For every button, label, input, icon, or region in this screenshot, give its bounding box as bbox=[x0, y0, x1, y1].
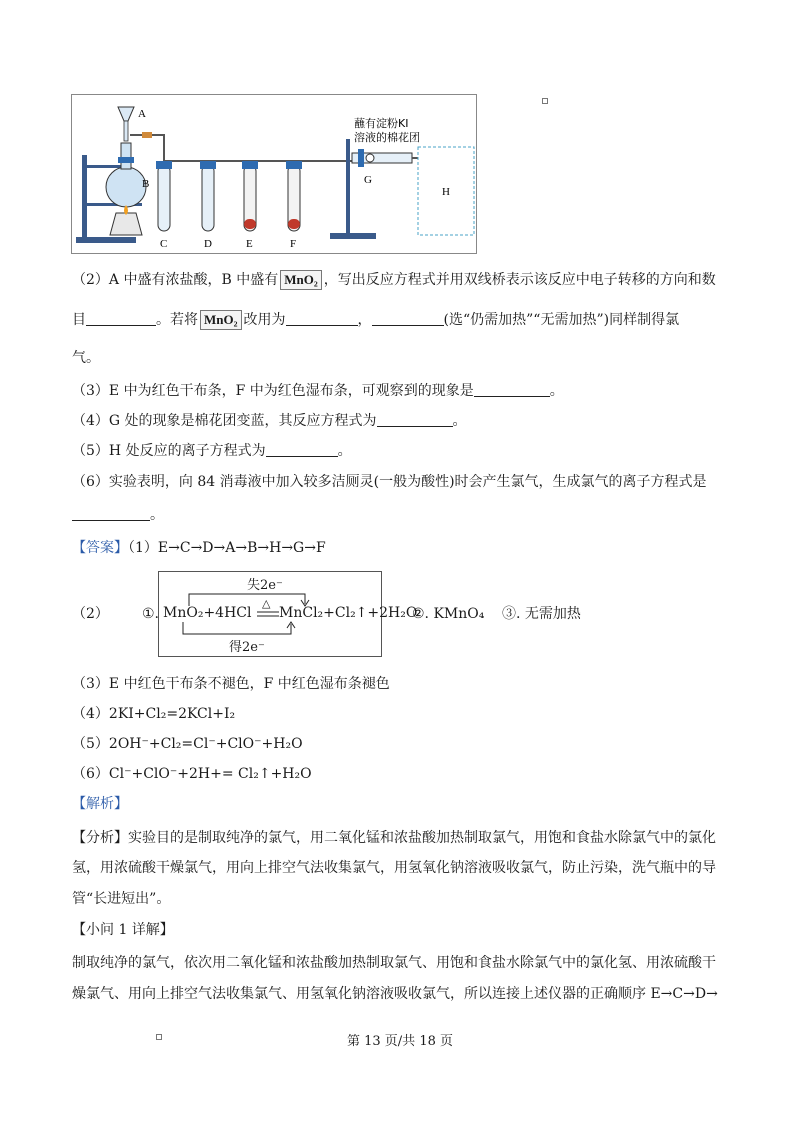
label-d: D bbox=[204, 238, 212, 250]
blank-q5[interactable] bbox=[266, 442, 338, 457]
round-flask-b bbox=[106, 167, 146, 207]
label-h: H bbox=[442, 186, 450, 198]
delivery-tube bbox=[130, 135, 390, 161]
test-tube-c bbox=[156, 161, 172, 231]
separatory-funnel-a bbox=[118, 107, 134, 121]
gain-electrons-label: 得2e⁻ bbox=[229, 640, 265, 655]
label-e: E bbox=[246, 238, 253, 250]
cotton-note-line1: 蘸有淀粉KI bbox=[354, 117, 409, 130]
q2-line2: 目 。若将 MnO₂ 改用为 ， (选“仍需加热”“无需加热”)同样制得氯 bbox=[72, 312, 680, 328]
q6-line2: 。 bbox=[72, 505, 164, 525]
blank-q2-1[interactable] bbox=[86, 311, 156, 326]
label-g: G bbox=[364, 174, 372, 186]
test-tube-e bbox=[242, 161, 258, 231]
equation-left: MnO₂+4HCl bbox=[163, 605, 252, 621]
test-tube-f bbox=[286, 161, 302, 231]
blank-q3[interactable] bbox=[474, 382, 550, 397]
subquestion-1-heading: 【小问 1 详解】 bbox=[72, 922, 174, 938]
analysis-p2-line2: 燥氯气、用向上排空气法收集氯气、用氢氧化钠溶液吸收氯气，所以连接上述仪器的正确顺序 E→C→D→ bbox=[72, 986, 718, 1002]
q5-line: （5）H 处反应的离子方程式为 。 bbox=[72, 443, 352, 459]
mno2-box: MnO₂ bbox=[280, 270, 322, 290]
blank-q6[interactable] bbox=[72, 506, 150, 521]
answer-line1: 【答案】（1）E→C→D→A→B→H→G→F bbox=[72, 540, 326, 556]
q4-line: （4）G 处的现象是棉花团变蓝，其反应方程式为 。 bbox=[72, 413, 467, 429]
equation-right: MnCl₂+Cl₂↑+2H₂O bbox=[279, 605, 418, 621]
analysis-p1-line3: 管“长进短出”。 bbox=[72, 891, 171, 907]
answer-2-label: （2） bbox=[72, 606, 109, 622]
answer-tag: 【答案】 bbox=[72, 540, 128, 556]
label-c: C bbox=[160, 238, 168, 250]
blank-q4[interactable] bbox=[377, 412, 453, 427]
q3-line: （3）E 中为红色干布条，F 中为红色湿布条，可观察到的现象是 。 bbox=[72, 383, 564, 399]
label-a: A bbox=[138, 108, 146, 120]
marker-square bbox=[542, 98, 548, 104]
apparatus-figure bbox=[71, 94, 477, 254]
q2-line1: （2）A 中盛有浓盐酸，B 中盛有 MnO₂ ，写出反应方程式并用双线桥表示该反应中电子转移的方向和数 bbox=[72, 272, 716, 288]
answer-2-num1: ①. bbox=[142, 606, 160, 622]
apparatus-diagram bbox=[72, 95, 476, 253]
answer-2-num3: ③. 无需加热 bbox=[502, 606, 581, 622]
lose-electrons-label: 失2e⁻ bbox=[247, 578, 283, 593]
answer-line6: （6）Cl⁻+ClO⁻+2H+= Cl₂↑+H₂O bbox=[72, 766, 312, 782]
analysis-p2-line1: 制取纯净的氯气，依次用二氧化锰和浓盐酸加热制取氯气、用饱和食盐水除氯气中的氯化氢、用浓硫酸干 bbox=[72, 955, 716, 971]
answer-line4: （4）2KI+Cl₂=2KCl+I₂ bbox=[72, 706, 236, 722]
label-f: F bbox=[290, 238, 297, 250]
blank-q2-2[interactable] bbox=[286, 311, 358, 326]
q2-line3: 气。 bbox=[72, 350, 100, 366]
double-bridge-equation bbox=[158, 571, 418, 657]
cotton-note-line2: 溶液的棉花团 bbox=[354, 131, 420, 144]
label-b: B bbox=[142, 178, 150, 190]
alcohol-lamp bbox=[110, 213, 142, 235]
analysis-p1-line2: 氢，用浓硫酸干燥氯气，用向上排空气法收集氯气，用氢氧化钠溶液吸收氯气，防止污染，洗气瓶中的导 bbox=[72, 860, 716, 876]
delta-sign: △ bbox=[262, 597, 271, 610]
page-footer: 第 13 页/共 18 页 bbox=[347, 1034, 453, 1049]
test-tube-d bbox=[200, 161, 216, 231]
blank-q2-3[interactable] bbox=[372, 311, 444, 326]
stand-base bbox=[76, 237, 136, 243]
analysis-p1-line1: 【分析】实验目的是制取纯净的氯气，用二氧化锰和浓盐酸加热制取氯气，用饱和食盐水除氯气中的氯化 bbox=[72, 830, 716, 846]
analysis-tag: 【解析】 bbox=[72, 796, 128, 812]
mno2-box-2: MnO₂ bbox=[200, 310, 242, 330]
q6-line1: （6）实验表明，向 84 消毒液中加入较多洁厕灵(一般为酸性)时会产生氯气，生成氯气的离子方程式是 bbox=[72, 474, 707, 490]
answer-2-num2: ②. KMnO₄ bbox=[412, 606, 485, 622]
answer-line3: （3）E 中红色干布条不褪色，F 中红色湿布条褪色 bbox=[72, 676, 390, 692]
answer-line5: （5）2OH⁻+Cl₂=Cl⁻+ClO⁻+H₂O bbox=[72, 736, 303, 752]
